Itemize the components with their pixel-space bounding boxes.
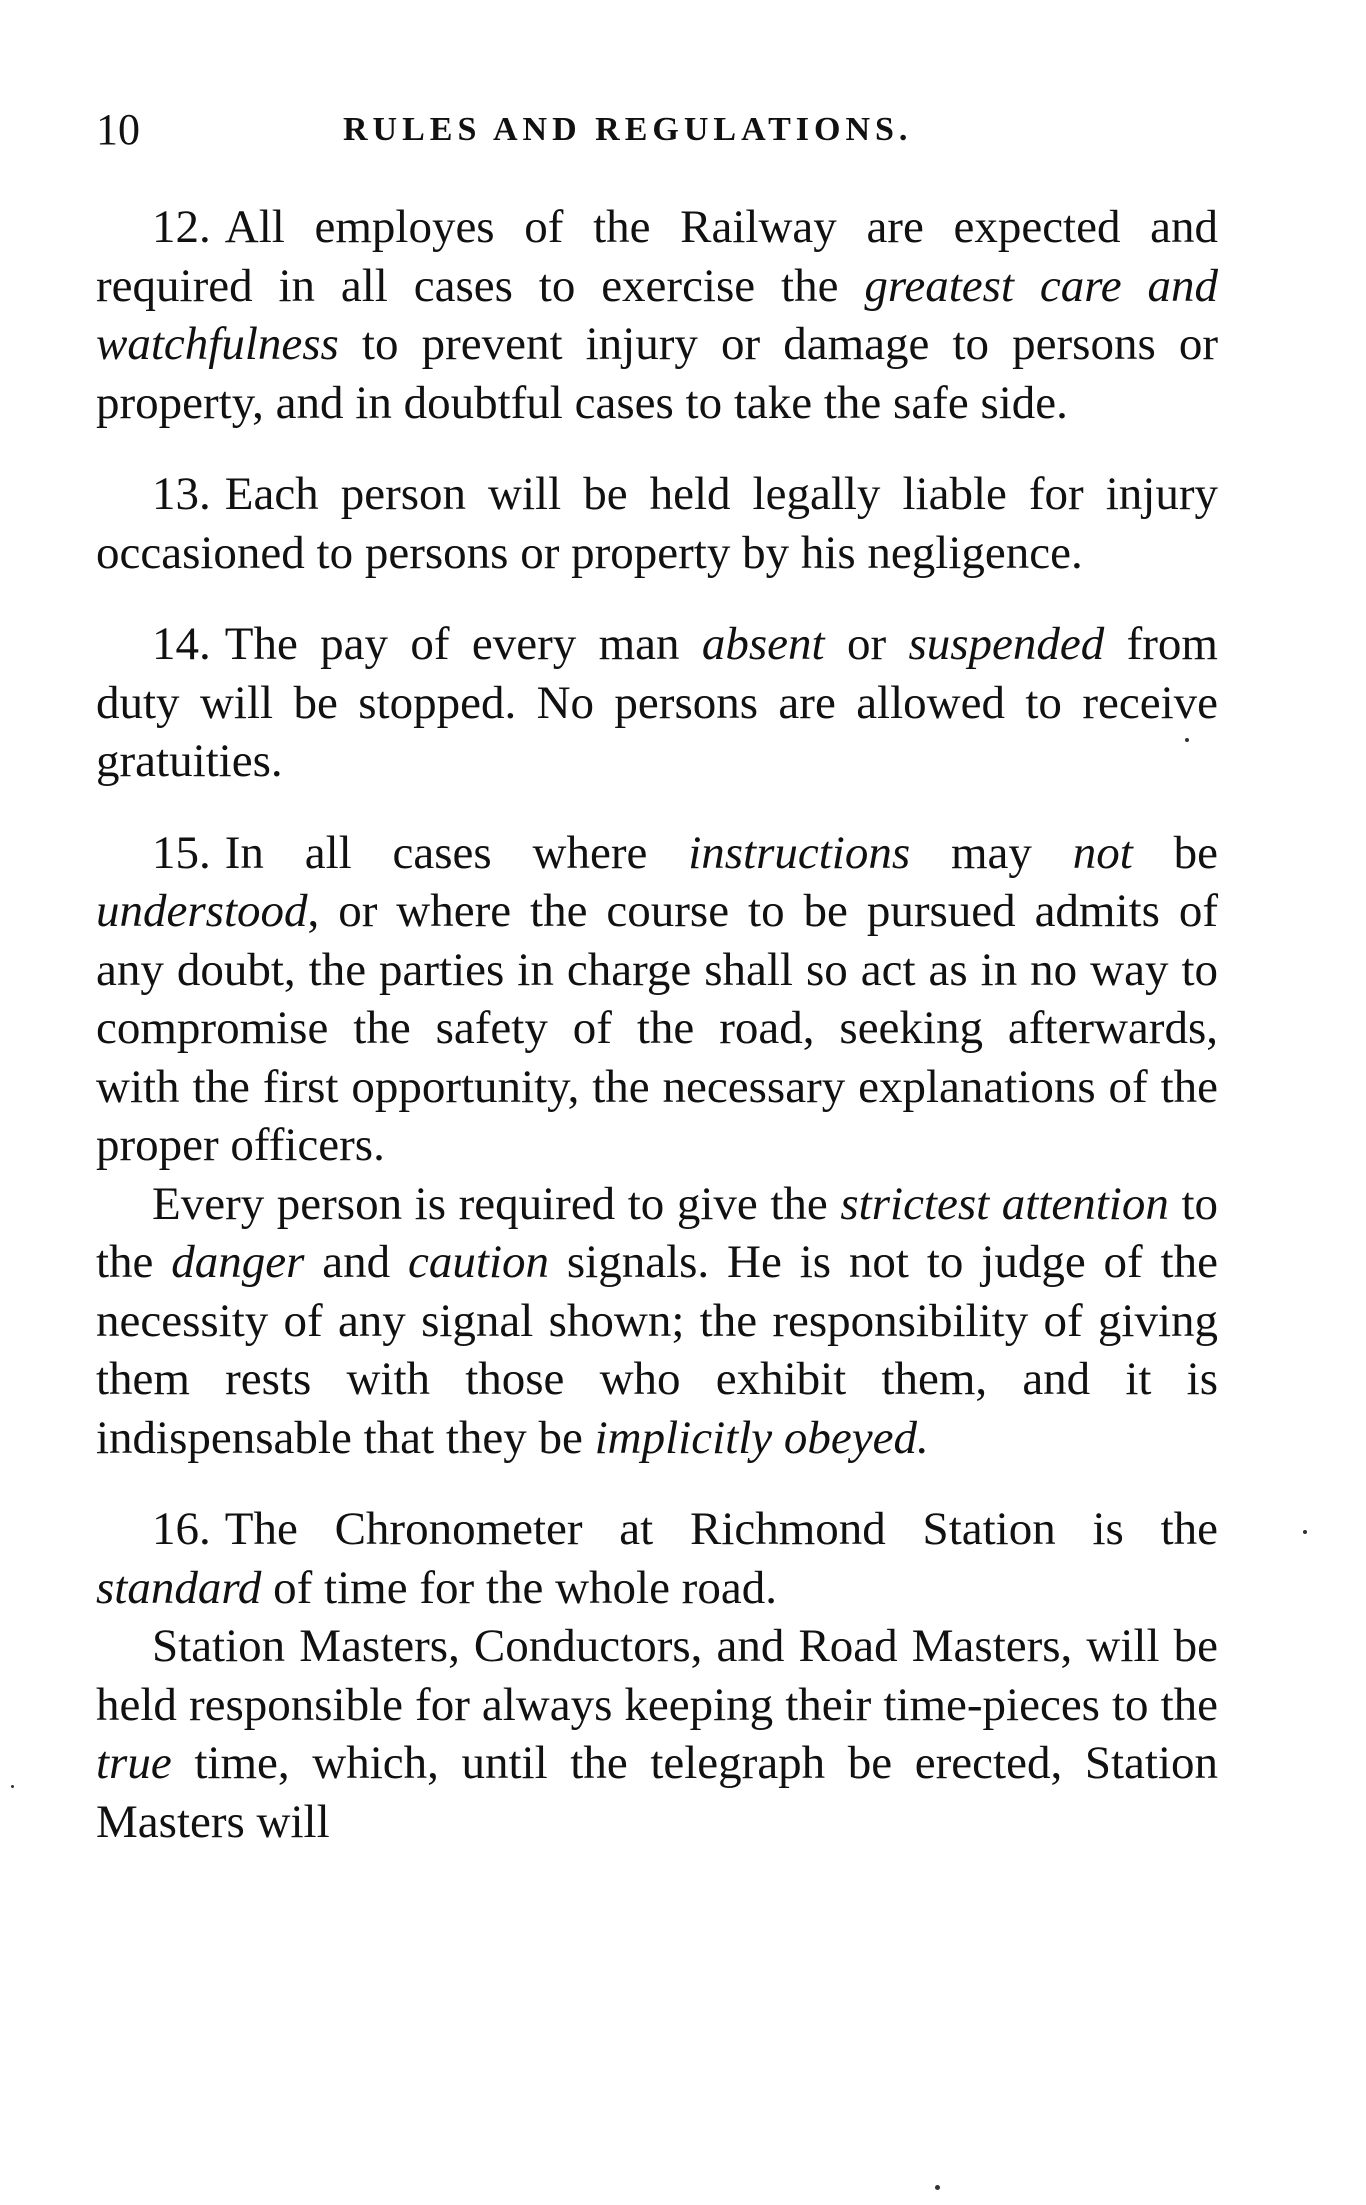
- italic-text: suspended: [908, 618, 1105, 670]
- rule-text: time, which, until the telegraph be erected, Station Masters will: [96, 1737, 1218, 1848]
- print-speck: [11, 1785, 14, 1788]
- body-text: [96, 198, 1218, 1851]
- italic-text: implicitly obeyed.: [594, 1411, 929, 1464]
- rule-number: 12.: [152, 201, 211, 253]
- rule-text: All employes of the Railway are expected and required in all cases to exercise the: [96, 201, 1218, 312]
- italic-text: strictest attention: [840, 1177, 1169, 1230]
- print-speck: [935, 2185, 940, 2190]
- italic-text: greatest care and watchfulness: [96, 259, 1218, 370]
- rule-text: to prevent injury or damage to persons or property, and in doubtful cases to take the safe side.: [96, 318, 1218, 429]
- italic-text: danger: [171, 1236, 305, 1288]
- rule-text: from duty will be stopped. No persons are allowed to receive gratuities.: [96, 618, 1218, 787]
- italic-text: standard: [96, 1561, 262, 1614]
- italic-text: true: [96, 1737, 172, 1789]
- rule-16-continued: [96, 1617, 1218, 1851]
- print-speck: [1303, 1530, 1307, 1534]
- rule-number: 15.: [152, 826, 211, 879]
- italic-text: understood: [96, 885, 308, 937]
- rule-text: or: [824, 618, 909, 670]
- rule-12: [96, 198, 1218, 432]
- rule-text: may: [910, 826, 1073, 879]
- print-speck: [1185, 738, 1189, 742]
- italic-text: instructions: [688, 826, 911, 879]
- rule-text: The Chronometer at Richmond Station is the: [224, 1503, 1218, 1555]
- rule-text: Station Masters, Conductors, and Road Masters, will be held responsible for always keeping their time-pieces to the: [96, 1620, 1218, 1731]
- rule-15-continued: [96, 1175, 1218, 1468]
- rule-14: [96, 615, 1218, 791]
- rule-number: 14.: [152, 618, 211, 670]
- rule-text: The pay of every man: [224, 618, 702, 670]
- rule-text: Each person will be held legally liable for injury occasioned to persons or property by his negligence.: [96, 468, 1218, 579]
- italic-text: not: [1072, 826, 1133, 879]
- rule-number: 16.: [152, 1503, 211, 1555]
- rule-text: signals. He is not to judge of the necessity of any signal shown; the responsibility of giving them rests with those who exhibit them, and it is indispensable that they be: [96, 1236, 1218, 1464]
- rule-16: [96, 1500, 1218, 1617]
- rule-text: In all cases where: [224, 826, 689, 879]
- rule-text: to the: [96, 1177, 1219, 1288]
- running-head: [96, 100, 1226, 160]
- rule-text: be: [1132, 826, 1219, 879]
- rule-13: [96, 465, 1218, 582]
- rule-text: Every person is required to give the: [152, 1177, 841, 1230]
- rule-text: and: [304, 1236, 409, 1288]
- rule-number: 13.: [152, 468, 211, 520]
- page-number: 10: [96, 105, 140, 154]
- italic-text: caution: [408, 1236, 550, 1288]
- running-title: RULES AND REGULATIONS.: [343, 111, 913, 148]
- rule-15: [96, 824, 1218, 1175]
- italic-text: absent: [701, 618, 825, 670]
- rule-text: of time for the whole road.: [261, 1561, 777, 1614]
- rule-text: , or where the course to be pursued admits of any doubt, the parties in charge shall so act as in no way to compromise the safety of the road, seeking afterwards, with the first opportunity, the necessary explanations of the proper officers.: [96, 885, 1218, 1171]
